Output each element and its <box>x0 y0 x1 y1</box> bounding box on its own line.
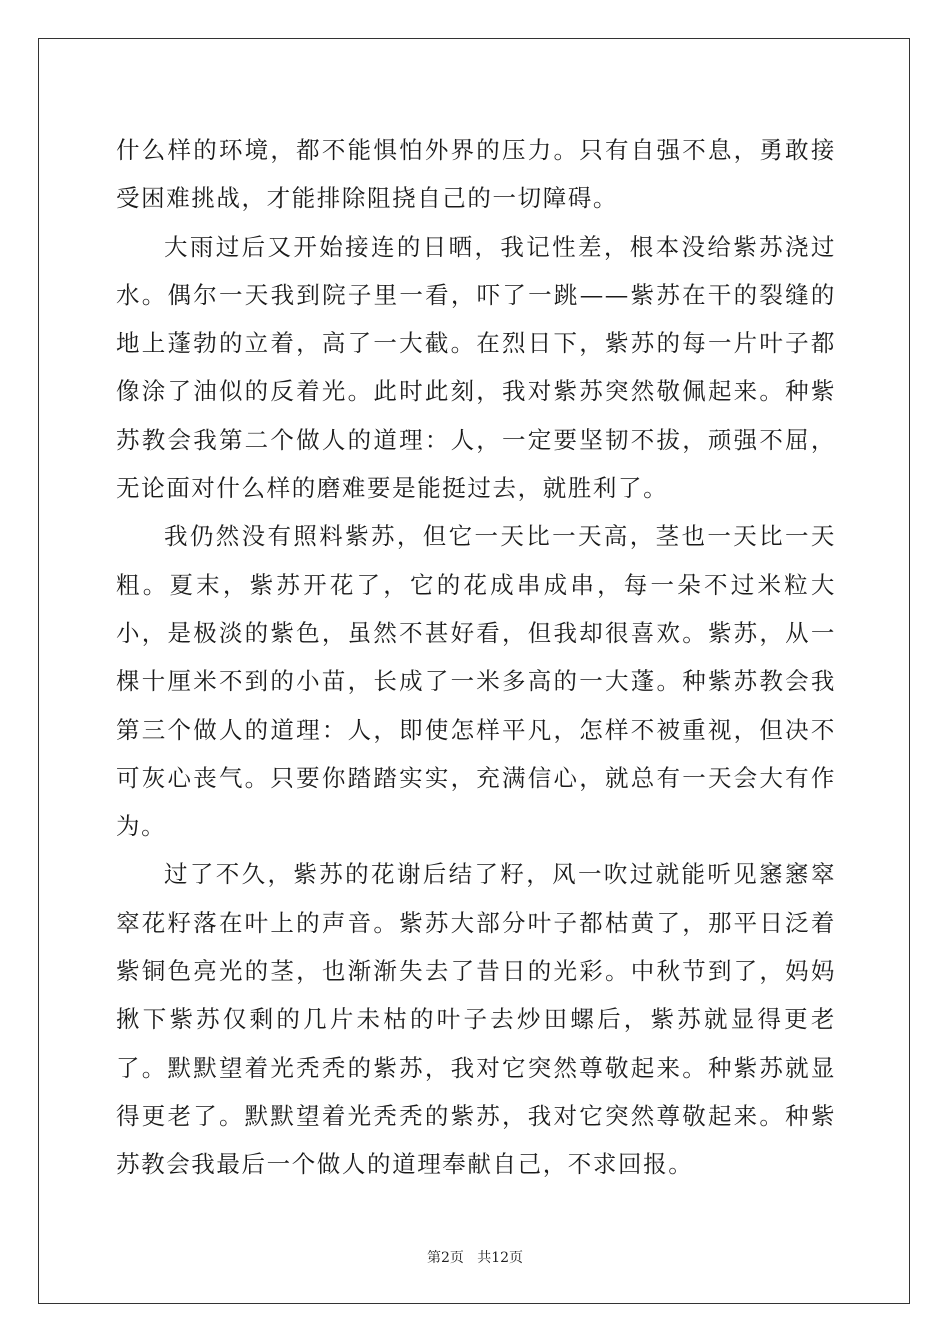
paragraph-3: 我仍然没有照料紫苏，但它一天比一天高，茎也一天比一天粗。夏末，紫苏开花了，它的花成串成串，每一朵不过米粒大小，是极淡的紫色，虽然不甚好看，但我却很喜欢。紫苏，从一棵十厘米不到的小苗，长成了一米多高的一大蓬。种紫苏教会我第三个做人的道理：人，即使怎样平凡，怎样不被重视，但决不可灰心丧气。只要你踏踏实实，充满信心，就总有一天会大有作为。 <box>116 522 836 841</box>
document-body <box>116 126 836 1189</box>
page-number-footer: 第2页 共12页 <box>426 1250 524 1266</box>
paragraph-1: 什么样的环境，都不能惧怕外界的压力。只有自强不息，勇敢接受困难挑战，才能排除阻挠自己的一切障碍。 <box>116 136 836 213</box>
paragraph-4: 过了不久，紫苏的花谢后结了籽，风一吹过就能听见窸窸窣窣花籽落在叶上的声音。紫苏大部分叶子都枯黄了，那平日泛着紫铜色亮光的茎，也渐渐失去了昔日的光彩。中秋节到了，妈妈揪下紫苏仅剩的几片未枯的叶子去炒田螺后，紫苏就显得更老了。默默望着光秃秃的紫苏，我对它突然尊敬起来。种紫苏就显得更老了。默默望着光秃秃的紫苏，我对它突然尊敬起来。种紫苏教会我最后一个做人的道理奉献自己，不求回报。 <box>116 860 836 1179</box>
paragraph-2: 大雨过后又开始接连的日晒，我记性差，根本没给紫苏浇过水。偶尔一天我到院子里一看，吓了一跳——紫苏在干的裂缝的地上蓬勃的立着，高了一大截。在烈日下，紫苏的每一片叶子都像涂了油似的反着光。此时此刻，我对紫苏突然敬佩起来。种紫苏教会我第二个做人的道理：人，一定要坚韧不拔，顽强不屈，无论面对什么样的磨难要是能挺过去，就胜利了。 <box>116 232 836 503</box>
